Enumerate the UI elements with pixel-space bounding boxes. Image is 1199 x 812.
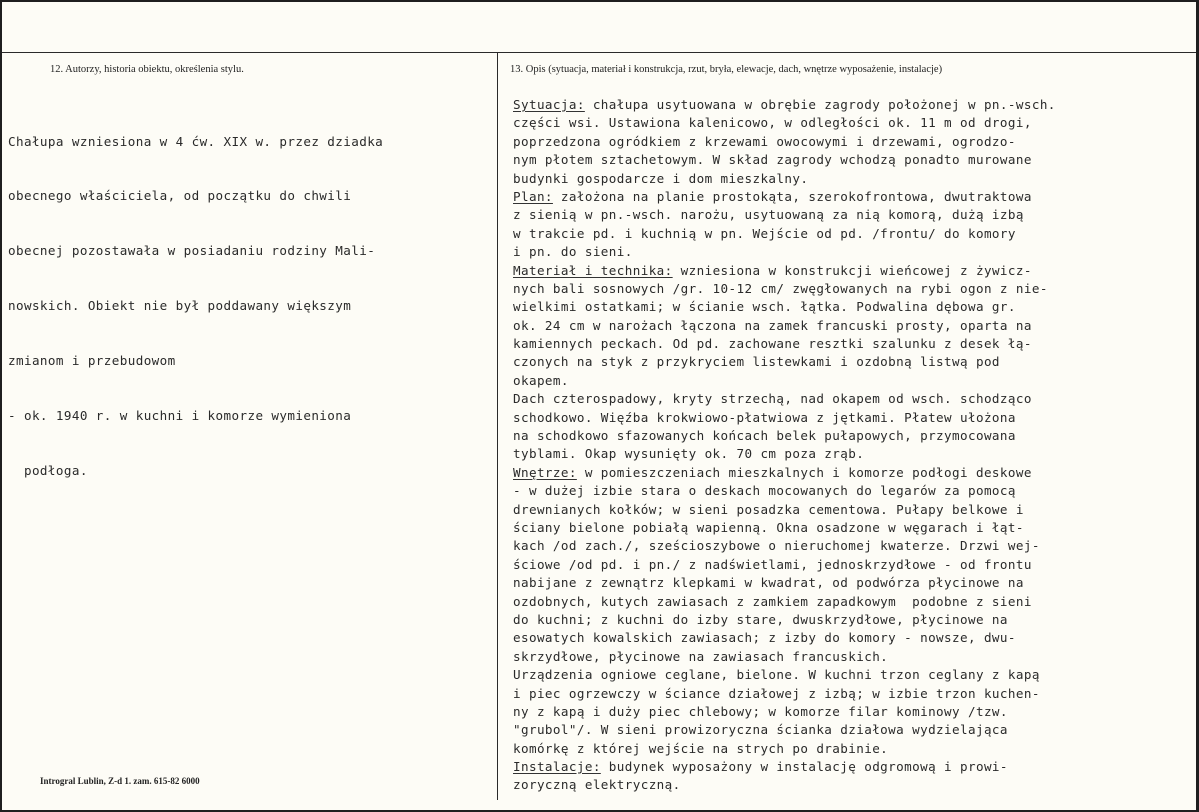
right-line [513, 758, 1056, 776]
right-line [513, 556, 1056, 574]
field-12-heading: 12. Autorzy, historia obiektu, określenia stylu. [50, 64, 244, 75]
field-12-typed-text [8, 96, 383, 517]
line-text: schodkowo. Więźba krokwiowo-płatwiowa z jętkami. Płatew ułożona [513, 409, 1016, 425]
line-text: budynki gospodarcze i dom mieszkalny. [513, 170, 809, 186]
field-13-typed-text [513, 96, 1056, 795]
line-text: drewnianych kołków; w sieni posadzka cementowa. Pułapy belkowe i [513, 501, 1024, 517]
line-text: nych bali sosnowych /gr. 10-12 cm/ zwęgłowanych na rybi ogon z nie- [513, 280, 1048, 296]
right-line [513, 353, 1056, 371]
card-border-left [0, 0, 2, 812]
right-line [513, 298, 1056, 316]
line-text: i piec ogrzewczy w ściance działowej z izbą; w izbie trzon kuchen- [513, 685, 1040, 701]
right-line [513, 243, 1056, 261]
right-line [513, 648, 1056, 666]
line-text: wielkimi ostatkami; w ścianie wsch. łątka. Podwalina dębowa gr. [513, 299, 1016, 315]
line-text: nabijane z zewnątrz klepkami w kwadrat, od podwórza płycinowe na [513, 575, 1024, 591]
line-text: - w dużej izbie stara o deskach mocowanych do legarów za pomocą [513, 483, 1016, 499]
card-border-top [0, 0, 1199, 2]
section-label: Instalacje: [513, 759, 601, 775]
line-text: czonych na styk z przykryciem listewkami i ozdobną listwą pod [513, 354, 1000, 370]
right-line [513, 666, 1056, 684]
section-label: Plan: [513, 188, 553, 204]
line-text: budynek wyposażony w instalację odgromową i prowi- [600, 759, 1008, 775]
left-line: obecnego właściciela, od początku do chwili [8, 188, 352, 204]
right-line [513, 206, 1056, 224]
field-13-heading: 13. Opis (sytuacja, materiał i konstrukcja, rzut, bryła, elewacje, dach, wnętrze wyposażenie, instalacje) [510, 64, 943, 75]
line-text: komórkę z której wejście na strych po drabinie. [513, 740, 889, 756]
right-line [513, 390, 1056, 408]
line-text: "grubol"/. W sieni prowizoryczna ścianka działowa wydzielająca [513, 722, 1008, 738]
line-text: w trakcie pd. i kuchnią w pn. Wejście od pd. /frontu/ do komory [513, 225, 1016, 241]
right-line [513, 593, 1056, 611]
right-line [513, 427, 1056, 445]
right-line [513, 703, 1056, 721]
line-text: ny z kapą i duży piec chlebowy; w komorze filar kominowy /tzw. [513, 703, 1008, 719]
line-text: do kuchni; z kuchni do izby stare, dwuskrzydłowe, płycinowe na [513, 611, 1008, 627]
line-text: ściowe /od pd. i pn./ z nadświetlami, jednoskrzydłowe - od frontu [513, 556, 1032, 572]
right-line [513, 151, 1056, 169]
right-line [513, 611, 1056, 629]
line-text: ściany bielone pobiałą wapienną. Okna osadzone w węgarach i łąt- [513, 519, 1024, 535]
field-top-rule-left [2, 52, 497, 53]
section-label: Materiał i technika: [513, 262, 673, 278]
line-text: Dach czterospadowy, kryty strzechą, nad okapem od wsch. schodząco [513, 391, 1032, 407]
right-line [513, 501, 1056, 519]
field-top-rule-right [498, 52, 1196, 53]
right-line [513, 170, 1056, 188]
left-line: zmianom i przebudowom [8, 353, 176, 369]
line-text: na schodkowo sfazowanych końcach belek pułapowych, przymocowana [513, 428, 1016, 444]
right-line [513, 262, 1056, 280]
right-line [513, 114, 1056, 132]
right-line [513, 776, 1056, 794]
column-divider [497, 52, 498, 800]
line-text: kamiennych peckach. Od pd. zachowane resztki szalunku z desek łą- [513, 336, 1032, 352]
printer-imprint: Introgral Lublin, Z-d 1. zam. 615-82 6000 [40, 776, 200, 786]
line-text: okapem. [513, 372, 569, 388]
right-line [513, 372, 1056, 390]
section-label: Sytuacja: [513, 97, 585, 112]
line-text: tyblami. Okap wysunięty ok. 70 cm poza zrąb. [513, 446, 865, 462]
right-line [513, 133, 1056, 151]
right-line [513, 445, 1056, 463]
right-line [513, 519, 1056, 537]
left-line: podłoga. [8, 462, 88, 478]
right-line [513, 225, 1056, 243]
right-line [513, 740, 1056, 758]
right-line [513, 574, 1056, 592]
line-text: w pomieszczeniach mieszkalnych i komorze podłogi deskowe [576, 464, 1032, 480]
left-line: - ok. 1940 r. w kuchni i komorze wymieniona [8, 408, 352, 424]
left-line: obecnej pozostawała w posiadaniu rodziny Mali- [8, 243, 376, 259]
line-text: chałupa usytuowana w obrębie zagrody położonej w pn.-wsch. [584, 97, 1056, 112]
right-line [513, 317, 1056, 335]
right-line [513, 629, 1056, 647]
right-line [513, 482, 1056, 500]
line-text: założona na planie prostokąta, szerokofrontowa, dwutraktowa [552, 188, 1032, 204]
line-text: ozdobnych, kutych zawiasach z zamkiem zapadkowym podobne z sieni [513, 593, 1032, 609]
right-line [513, 464, 1056, 482]
right-line [513, 685, 1056, 703]
left-line: Chałupa wzniesiona w 4 ćw. XIX w. przez dziadka [8, 133, 384, 149]
line-text: esowatych kowalskich zawiasach; z izby do komory - nowsze, dwu- [513, 630, 1016, 646]
right-line [513, 280, 1056, 298]
line-text: zoryczną elektryczną. [513, 777, 681, 793]
right-line [513, 335, 1056, 353]
line-text: ok. 24 cm w narożach łączona na zamek francuski prosty, oparta na [513, 317, 1032, 333]
line-text: z sienią w pn.-wsch. narożu, usytuowaną za nią komorą, dużą izbą [513, 207, 1024, 223]
section-label: Wnętrze: [513, 464, 577, 480]
line-text: i pn. do sieni. [513, 244, 633, 260]
line-text: wzniesiona w konstrukcji wieńcowej z żywicz- [672, 262, 1032, 278]
right-line [513, 409, 1056, 427]
line-text: poprzedzona ogródkiem z krzewami owocowymi i drzewami, ogrodzo- [513, 133, 1016, 149]
line-text: nym płotem sztachetowym. W skład zagrody wchodzą ponadto murowane [513, 152, 1032, 168]
right-line [513, 96, 1056, 114]
right-line [513, 721, 1056, 739]
left-line: nowskich. Obiekt nie był poddawany większym [8, 298, 352, 314]
line-text: skrzydłowe, płycinowe na zawiasach francuskich. [513, 648, 889, 664]
right-line [513, 537, 1056, 555]
line-text: części wsi. Ustawiona kalenicowo, w odległości ok. 11 m od drogi, [513, 115, 1032, 131]
right-line [513, 188, 1056, 206]
line-text: kach /od zach./, sześcioszybowe o nieruchomej kwaterze. Drzwi wej- [513, 538, 1040, 554]
line-text: Urządzenia ogniowe ceglane, bielone. W kuchni trzon ceglany z kapą [513, 667, 1040, 683]
